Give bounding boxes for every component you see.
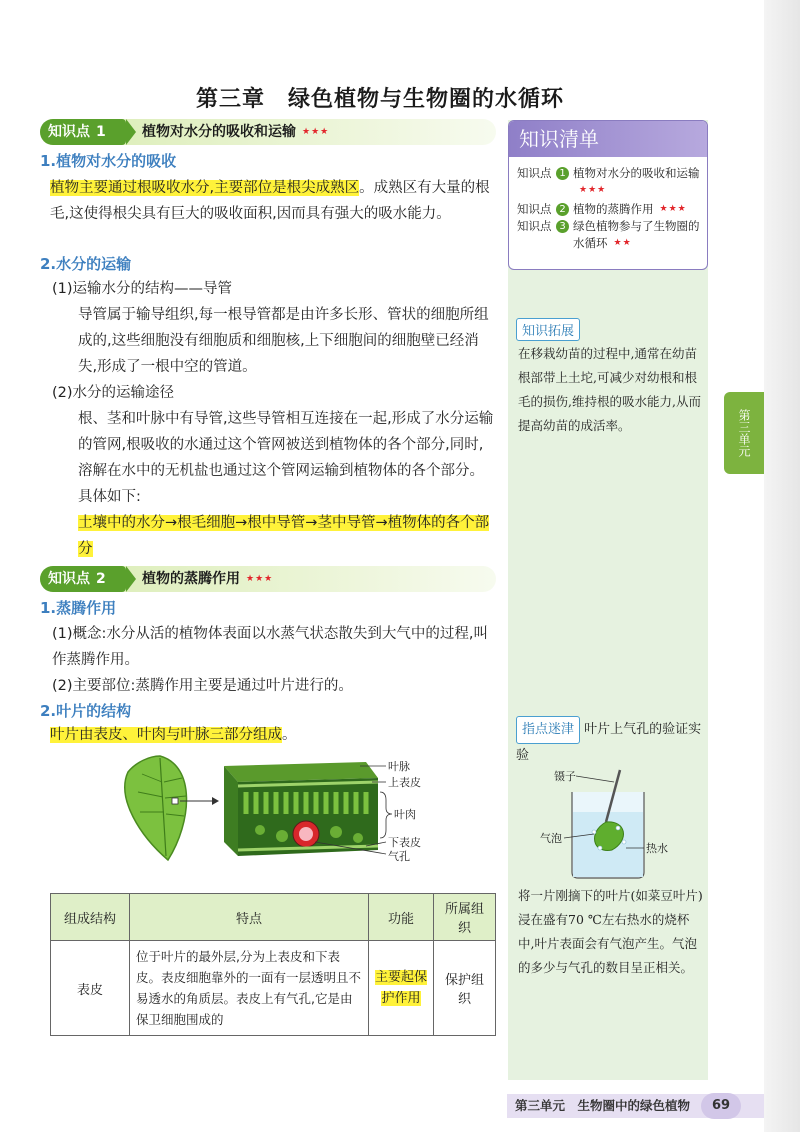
kp1-header: [40, 119, 496, 145]
page-edge: [764, 0, 800, 1132]
kp2-item1: (1)概念:水分从活的植物体表面以水蒸气状态散失到大气中的过程,叫作蒸腾作用。: [52, 626, 489, 668]
kp1-sec1-body: [50, 175, 496, 227]
table-header-cell: 所属组织: [434, 894, 496, 941]
kp2-sec1-head: 1.蒸腾作用: [40, 599, 117, 617]
kl-item-num: 1: [556, 167, 569, 180]
kp1-sec2-head: 2.水分的运输: [40, 255, 132, 273]
guide-text: 将一片刚摘下的叶片(如菜豆叶片)浸在盛有70 ℃左右热水的烧杯中,叶片表面会有气泡产生。气泡的多少与气孔的数目呈正相关。: [518, 888, 703, 975]
leaf-cross-section: [224, 762, 378, 856]
table-header-row: [51, 894, 496, 941]
table-header-cell: 功能: [369, 894, 434, 941]
kp2-title-wrap: [142, 566, 273, 592]
kl-item-label: 知识点: [517, 166, 552, 180]
table-cell-feature: 位于叶片的最外层,分为上表皮和下表皮。表皮细胞靠外的一面有一层透明且不易透水的角质层。表皮上有气孔,它是由保卫细胞围成的: [130, 941, 369, 1036]
beaker-label-tweezers: 镊子: [554, 771, 576, 783]
kp2-sec2-body: [50, 722, 297, 748]
kp1-sec1-highlight: 植物主要通过根吸收水分,主要部位是根尖成熟区: [50, 180, 360, 196]
table-row: [51, 941, 496, 1036]
label-upper-epidermis: 上表皮: [388, 777, 421, 789]
table-header-cell: 组成结构: [51, 894, 130, 941]
kp2-stars: ★★★: [246, 574, 274, 584]
kp1-sec1-rest: 。成熟区有大量的根毛,这使得根尖具有巨大的吸收面积,因而具有强大的吸水能力。: [50, 180, 490, 222]
kl-item-text-wrap: [573, 218, 703, 252]
kl-item-num: 3: [556, 220, 569, 233]
extension-tag: [516, 318, 580, 341]
label-mesophyll: 叶肉: [394, 809, 416, 821]
kl-item-3: [517, 218, 703, 252]
kp1-stars: ★★★: [302, 127, 330, 137]
kp2-sec2-head: 2.叶片的结构: [40, 702, 132, 720]
guide-tag: 指点迷津: [516, 716, 580, 744]
kp1-tag-num: 1: [96, 124, 106, 140]
kp1-path: [78, 510, 496, 562]
guide-block: [516, 716, 706, 768]
kp1-tag-label: 知识点: [48, 124, 90, 140]
leaf-structure-table: [50, 893, 496, 1036]
table-cell-function-wrap: [369, 941, 434, 1036]
kp2-sec2-highlight: 叶片由表皮、叶肉与叶脉三部分组成: [50, 727, 282, 743]
diagram-arrow-icon: [212, 797, 219, 805]
footer-unit: 第三单元 生物圈中的绿色植物: [515, 1098, 691, 1113]
kp1-arrow-icon: [126, 119, 136, 145]
kp1-tag: [40, 119, 126, 145]
kl-item-text: 绿色植物参与了生物圈的水循环: [573, 219, 700, 250]
kp1-item1-body: 导管属于输导组织,每一根导管都是由许多长形、管状的细胞所组成的,这些细胞没有细胞质和细胞核,上下细胞间的细胞壁已经消失,形成了一根中空的管道。: [78, 307, 489, 375]
kl-item-label: 知识点: [517, 219, 552, 233]
kp1-title: 植物对水分的吸收和运输: [142, 124, 296, 140]
knowledge-list-card: [508, 120, 708, 270]
kl-item-text: 植物对水分的吸收和运输: [573, 166, 700, 180]
kl-item-stars: ★★★: [579, 185, 607, 195]
kl-item-label: 知识点: [517, 202, 552, 216]
kp2-tag-label: 知识点: [48, 571, 90, 587]
guide-title: 叶片上气孔的验证实验: [516, 722, 702, 763]
label-lower-epidermis: 下表皮: [388, 837, 421, 849]
table-cell-function: 主要起保护作用: [375, 970, 428, 1006]
knowledge-list-title: 知识清单: [509, 121, 707, 157]
kl-item-text-wrap: [573, 201, 703, 218]
leaf-icon: [125, 756, 187, 860]
kp1-title-wrap: [142, 119, 329, 145]
beaker-label-hot-water: 热水: [646, 843, 668, 855]
kp1-item1-head: (1)运输水分的结构——导管: [52, 281, 233, 297]
leaf-structure-diagram: [110, 752, 440, 870]
beaker-diagram: [520, 762, 700, 882]
table-cell-tissue: 保护组织: [434, 941, 496, 1036]
extension-text: 在移栽幼苗的过程中,通常在幼苗根部带上土坨,可减少对幼根和根毛的损伤,维持根的吸水能力,从而提高幼苗的成活率。: [518, 346, 701, 433]
kp2-title: 植物的蒸腾作用: [142, 571, 240, 587]
kl-item-2: [517, 201, 703, 218]
extension-tag-label: 知识拓展: [516, 318, 580, 341]
table-header-cell: 特点: [130, 894, 369, 941]
kp1-item2-body: 根、茎和叶脉中有导管,这些导管相互连接在一起,形成了水分运输的管网,根吸收的水通过这个管网被送到植物体的各个部分,同时,溶解在水中的无机盐也通过这个管网运输到植物体的各个部分。具体如下:: [78, 411, 494, 505]
kl-item-stars: ★★★: [659, 204, 687, 214]
kp2-tag-num: 2: [96, 571, 106, 587]
beaker-label-bubble: 气泡: [540, 833, 562, 845]
kl-item-1: [517, 165, 703, 199]
kp1-sec1-head: 1.植物对水分的吸收: [40, 152, 177, 170]
kl-item-stars: ★★: [613, 238, 632, 248]
kl-item-text-wrap: [573, 165, 703, 199]
kl-item-text: 植物的蒸腾作用: [573, 202, 654, 216]
kp2-item2: (2)主要部位:蒸腾作用主要是通过叶片进行的。: [52, 678, 353, 694]
unit-side-tab[interactable]: 第三单元: [724, 392, 764, 474]
kp2-arrow-icon: [126, 566, 136, 592]
page-title: 第三章 绿色植物与生物圈的水循环: [195, 87, 564, 112]
label-stoma: 气孔: [388, 851, 410, 863]
table-cell-name: 表皮: [51, 941, 130, 1036]
kp2-header: [40, 566, 496, 592]
kp1-path-highlight: 土壤中的水分→根毛细胞→根中导管→茎中导管→植物体的各个部分: [78, 515, 490, 557]
label-vein: 叶脉: [388, 761, 410, 773]
kl-item-num: 2: [556, 203, 569, 216]
kp2-sec2-end: 。: [282, 727, 297, 743]
page-number: 69: [701, 1093, 741, 1119]
kp2-tag: [40, 566, 126, 592]
kp1-item2-head: (2)水分的运输途径: [52, 385, 175, 401]
